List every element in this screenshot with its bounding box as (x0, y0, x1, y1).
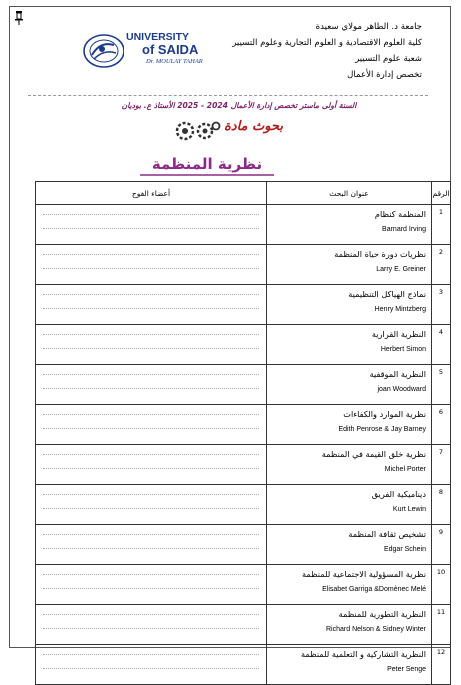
topic-arabic: النظرية الموقفية (369, 369, 426, 379)
topic-author: Elisabet Garriga &Domènec Melé (322, 586, 426, 593)
topic-author: Barnard Irving (382, 226, 426, 233)
member-line (43, 214, 259, 215)
table-row (36, 405, 451, 445)
topic-cell (267, 205, 432, 245)
row-number: 12 (432, 645, 451, 685)
topic-cell (267, 325, 432, 365)
row-number: 2 (432, 245, 451, 285)
table-row (36, 525, 451, 565)
document-title: نظرية المنظمة (151, 155, 263, 173)
members-cell[interactable] (36, 245, 267, 285)
members-cell[interactable] (36, 605, 267, 645)
topic-cell (267, 285, 432, 325)
members-cell[interactable] (36, 565, 267, 605)
row-number: 11 (432, 605, 451, 645)
row-number: 1 (432, 205, 451, 245)
member-line (43, 348, 259, 349)
row-number: 5 (432, 365, 451, 405)
table-row (36, 325, 451, 365)
member-line (43, 268, 259, 269)
table-row (36, 285, 451, 325)
table-row (36, 645, 451, 685)
topic-arabic: نظرية المسؤولية الاجتماعية للمنظمة (301, 569, 426, 579)
member-line (43, 534, 259, 535)
row-number: 6 (432, 405, 451, 445)
topic-arabic: نظريات دورة حياة المنظمة (334, 249, 426, 259)
header-number: الرقم (432, 182, 451, 205)
members-cell[interactable] (36, 205, 267, 245)
logo-text-university: UNIVERSITY (126, 31, 190, 43)
subject-label: بحوث مادة (224, 119, 284, 134)
members-cell[interactable] (36, 645, 267, 685)
topic-cell (267, 485, 432, 525)
topic-arabic: النظرية القرارية (371, 329, 426, 339)
course-info-line: السنة أولى ماستر تخصص إدارة الأعمال 2024 - 2025 الأستاذ ع. بوديان (121, 101, 357, 110)
topic-author: Richard Nelson & Sidney Winter (326, 626, 426, 633)
members-cell[interactable] (36, 405, 267, 445)
member-line (43, 414, 259, 415)
topic-author: Edgar Schein (383, 546, 426, 553)
row-number: 9 (432, 525, 451, 565)
row-number: 3 (432, 285, 451, 325)
member-line (43, 574, 259, 575)
topic-arabic: نظرية خلق القيمة في المنظمة (321, 449, 426, 459)
member-line (43, 454, 259, 455)
member-line (43, 654, 259, 655)
table-row (36, 445, 451, 485)
gears-icon (170, 118, 222, 144)
member-line (43, 228, 259, 229)
row-number: 10 (432, 565, 451, 605)
table-row (36, 605, 451, 645)
table-row (36, 565, 451, 605)
member-line (43, 334, 259, 335)
header-members: أعضاء الفوج (36, 182, 267, 205)
topic-author: Edith Penrose & Jay Barney (338, 426, 426, 433)
member-line (43, 548, 259, 549)
topic-author: Herbert Simon (380, 346, 426, 353)
topic-cell (267, 645, 432, 685)
table-row (36, 245, 451, 285)
topic-cell (267, 565, 432, 605)
member-line (43, 428, 259, 429)
topic-arabic: نماذج الهياكل التنظيمية (348, 289, 426, 299)
topic-author: joan Woodward (377, 386, 426, 393)
document-page (9, 6, 451, 673)
member-line (43, 494, 259, 495)
member-line (43, 374, 259, 375)
members-cell[interactable] (36, 325, 267, 365)
topic-author: Larry E. Greiner (376, 266, 426, 273)
member-line (43, 588, 259, 589)
members-cell[interactable] (36, 525, 267, 565)
logo-text-saida: of SAIDA (142, 42, 199, 57)
topic-arabic: نظرية الموارد والكفاءات (343, 409, 426, 419)
topic-cell (267, 605, 432, 645)
table-header-row (36, 182, 451, 205)
topic-cell (267, 525, 432, 565)
members-cell[interactable] (36, 445, 267, 485)
member-line (43, 508, 259, 509)
member-line (43, 628, 259, 629)
member-line (43, 254, 259, 255)
topic-cell (267, 365, 432, 405)
logo-text-moulay-tahar: Dr. MOULAY TAHAR (146, 58, 203, 65)
header-topic: عنوان البحث (267, 182, 432, 205)
header-divider (28, 95, 428, 96)
topic-arabic: ديناميكية الفريق (371, 489, 426, 499)
topic-arabic: المنظمة كنظام (374, 209, 426, 219)
row-number: 7 (432, 445, 451, 485)
university-logo (80, 29, 210, 73)
member-line (43, 308, 259, 309)
university-line: جامعة د. الطاهر مولاي سعيدة (315, 22, 422, 32)
member-line (43, 668, 259, 669)
members-cell[interactable] (36, 365, 267, 405)
faculty-line: كلية العلوم الاقتصادية و العلوم التجارية وعلوم التسيير (232, 38, 422, 48)
member-line (43, 388, 259, 389)
topic-author: Peter Senge (387, 666, 426, 673)
topic-cell (267, 405, 432, 445)
topic-author: Kurt Lewin (392, 506, 426, 513)
table-row (36, 205, 451, 245)
member-line (43, 294, 259, 295)
member-line (43, 614, 259, 615)
institution-header (232, 19, 422, 83)
specialty-line: تخصص إدارة الأعمال (347, 70, 422, 80)
members-cell[interactable] (36, 285, 267, 325)
topic-arabic: النظرية التشاركية و التعلمية للمنظمة (301, 649, 426, 659)
department-line: شعبة علوم التسيير (355, 54, 422, 64)
topic-arabic: تشخيص ثقافة المنظمة (348, 529, 426, 539)
topic-arabic: النظرية التطورية للمنظمة (338, 609, 426, 619)
title-underline (140, 173, 274, 177)
row-number: 8 (432, 485, 451, 525)
member-line (43, 468, 259, 469)
pushpin-icon (14, 11, 24, 25)
table-row (36, 365, 451, 405)
topic-cell (267, 445, 432, 485)
members-cell[interactable] (36, 485, 267, 525)
topic-author: Henry Mintzberg (374, 306, 426, 313)
topic-author: Michel Porter (384, 466, 426, 473)
topic-cell (267, 245, 432, 285)
table-row (36, 485, 451, 525)
research-topics-table (35, 181, 451, 685)
row-number: 4 (432, 325, 451, 365)
university-emblem-icon (80, 29, 124, 73)
